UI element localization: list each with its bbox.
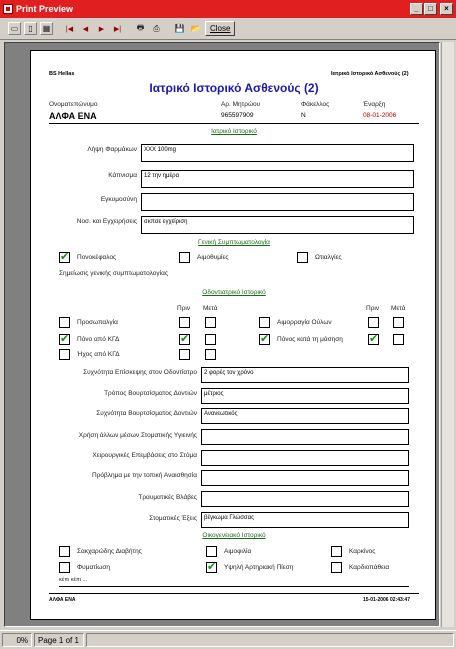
dental-symptom-label: Ήχος από ΚΓΔ [77,351,120,358]
page-status: Page 1 of 1 [34,633,84,647]
checkbox-earache [297,252,308,263]
family-history-label: Υψηλή Αρτηριακή Πίεση [224,564,294,571]
general-symptom-label: Πονοκέφαλος [77,254,117,261]
one-page-view-icon[interactable]: ▭ [8,22,21,35]
family-history-label: Φυματίωση [77,564,110,571]
printer-setup-icon[interactable]: 🖶 [136,22,145,32]
print-preview-app-icon [3,4,13,14]
medical-label: Νοσ. και Εγχειρήσεις [76,218,137,225]
status-bar [0,630,456,649]
print-icon[interactable]: ⎙ [153,23,160,33]
dental-field-label: Τρόπος Βουρτσίσματος Δοντιών [104,390,197,397]
two-page-view-icon[interactable]: ▯ [24,22,37,35]
dental-field-label: Χρήση άλλων μέσων Στοματικής Υγιεινής [78,432,197,439]
dental-symptom-label: Προσωπαλγία [77,319,118,326]
medication-field: ΧΧΧ 100mg [141,144,414,162]
start-date: 08-01-2006 [363,112,397,119]
after-header: Μετά [203,305,218,312]
checkbox-hemophilia [206,546,217,557]
checkbox-headache [59,252,70,263]
multi-page-view-icon[interactable]: ▦ [40,22,53,35]
report-page [30,50,436,620]
company-name: BS Hellas [49,71,75,77]
checkbox-before [179,317,190,328]
dental-field-value: Ανανεωτικός [201,408,409,424]
general-symptom-label: Ωτιαλγίες [315,254,342,261]
col-folder-label: Φάκελλος [301,101,330,108]
page-header-right: Ιατρικό Ιστορικό Ασθενούς (2) [331,71,409,77]
medical-label: Κάπνισμα [108,172,137,179]
dental-field-label: Χειρουργικές Επεμβάσεις στο Στόμα [92,452,197,459]
dental-field-label: Τραυματικές Βλάβες [138,494,197,501]
footer-timestamp: 15-01-2006 02:43:47 [363,597,410,603]
checkbox-before [179,349,190,360]
previous-page-icon[interactable]: ◀ [82,25,89,33]
dental-symptom-label: Αιμορραγία Ούλων [277,319,332,326]
folder-value: N [301,112,306,119]
checkbox-tuberculosis [59,562,70,573]
general-notes-label: Σημείωσις γενικής συμπτωματολογίας [59,270,169,277]
checkbox-after [393,317,404,328]
general-symptom-label: Αιμοθυμίες [197,254,229,261]
checkbox-after [205,317,216,328]
status-spacer [86,633,454,647]
pregnancy-field [141,193,414,211]
diseases-surgeries-field: σκπσε εγχείριση [141,216,414,234]
dental-field-label: Πρόβλημα με την τοπική Αναισθησία [92,472,197,479]
maximize-button[interactable]: □ [424,3,437,15]
checkbox-chewing-pain [259,334,270,345]
col-registry-label: Αρ. Μητρώου [221,101,261,108]
checkbox-fainting [179,252,190,263]
dental-field-value: 2 φορές τον χρόνο [201,367,409,383]
section-general-symptoms: Γενική Συμπτωματολογία [198,239,270,246]
close-window-button[interactable]: × [440,3,453,15]
dental-field-value [201,491,409,507]
toolbar [0,18,456,40]
dental-field-value [201,470,409,486]
family-history-label: Σακχαρώδης Διαβήτης [77,548,142,555]
checkbox-tmj-pain [59,334,70,345]
medical-label: Λήψη Φαρμάκων [87,146,137,153]
next-page-icon[interactable]: ▶ [98,25,105,33]
checkbox-heart-disease [331,562,342,573]
report-title: Ιατρικό Ιστορικό Ασθενούς (2) [149,81,319,95]
checkbox-after [393,334,404,345]
window-title: Print Preview [16,4,74,14]
zoom-status: 0% [2,633,32,647]
dental-field-value [201,429,409,445]
before-header: Πριν [177,305,191,312]
checkbox-before [179,334,190,345]
checkbox-before [368,334,379,345]
dental-field-label: Συχνότητα Βουρτσίσματος Δοντιών [96,410,197,417]
medical-label: Εγκυμοσύνη [100,196,137,203]
col-name-label: Ονοματεπώνυμο [49,101,98,108]
checkbox-diabetes [59,546,70,557]
registry-number: 965597909 [221,112,254,119]
title-bar [0,0,456,18]
minimize-button[interactable]: _ [410,3,423,15]
section-dental-history: Οδοντιατρικό Ιστορικό [202,289,266,296]
footer-patient-name: ΑΛΦΑ ΕΝΑ [49,597,76,603]
close-button[interactable]: Close [205,21,235,36]
checkbox-gum-bleeding [259,317,270,328]
checkbox-before [368,317,379,328]
after-header: Μετά [391,305,406,312]
checkbox-tmj-sound [59,349,70,360]
checkbox-facial-pain [59,317,70,328]
section-medical-history: Ιατρικό Ιστορικό [211,128,257,135]
dental-field-value: βέγκωμα Γλώσσας [201,512,409,528]
dental-symptom-label: Πόνος κατά τη μάσηση [277,336,343,343]
dental-field-value: μέτριος [201,388,409,404]
checkbox-after [205,334,216,345]
patient-name: ΑΛΦΑ ΕΝΑ [49,111,97,121]
checkbox-cancer [331,546,342,557]
checkbox-hypertension [206,562,217,573]
dental-field-label: Στοματικές Έξεις [149,515,197,522]
open-folder-icon[interactable]: 📂 [190,24,201,33]
section-family-history: Οικογενειακό Ιστορικό [202,532,266,539]
dental-field-label: Συχνότητα Επίσκεψης στον Οδοντίατρο [83,369,197,376]
last-page-icon[interactable]: ▶| [113,25,122,33]
vertical-scrollbar[interactable] [441,42,454,627]
checkbox-after [205,349,216,360]
family-history-label: Καρκίνος [349,548,376,555]
family-history-label: Αιμοφιλία [224,548,252,555]
family-notes: κέπι κέπι ... [59,577,88,583]
first-page-icon[interactable]: |◀ [65,25,74,33]
dental-field-value [201,450,409,466]
before-header: Πριν [366,305,380,312]
save-icon[interactable]: 💾 [174,24,185,33]
dental-symptom-label: Πόνο από ΚΓΔ [77,336,120,343]
col-start-label: Έναρξη [363,101,386,108]
family-history-label: Καρδιοπάθεια [349,564,390,571]
smoking-field: 12 την ημέρα [141,170,414,188]
